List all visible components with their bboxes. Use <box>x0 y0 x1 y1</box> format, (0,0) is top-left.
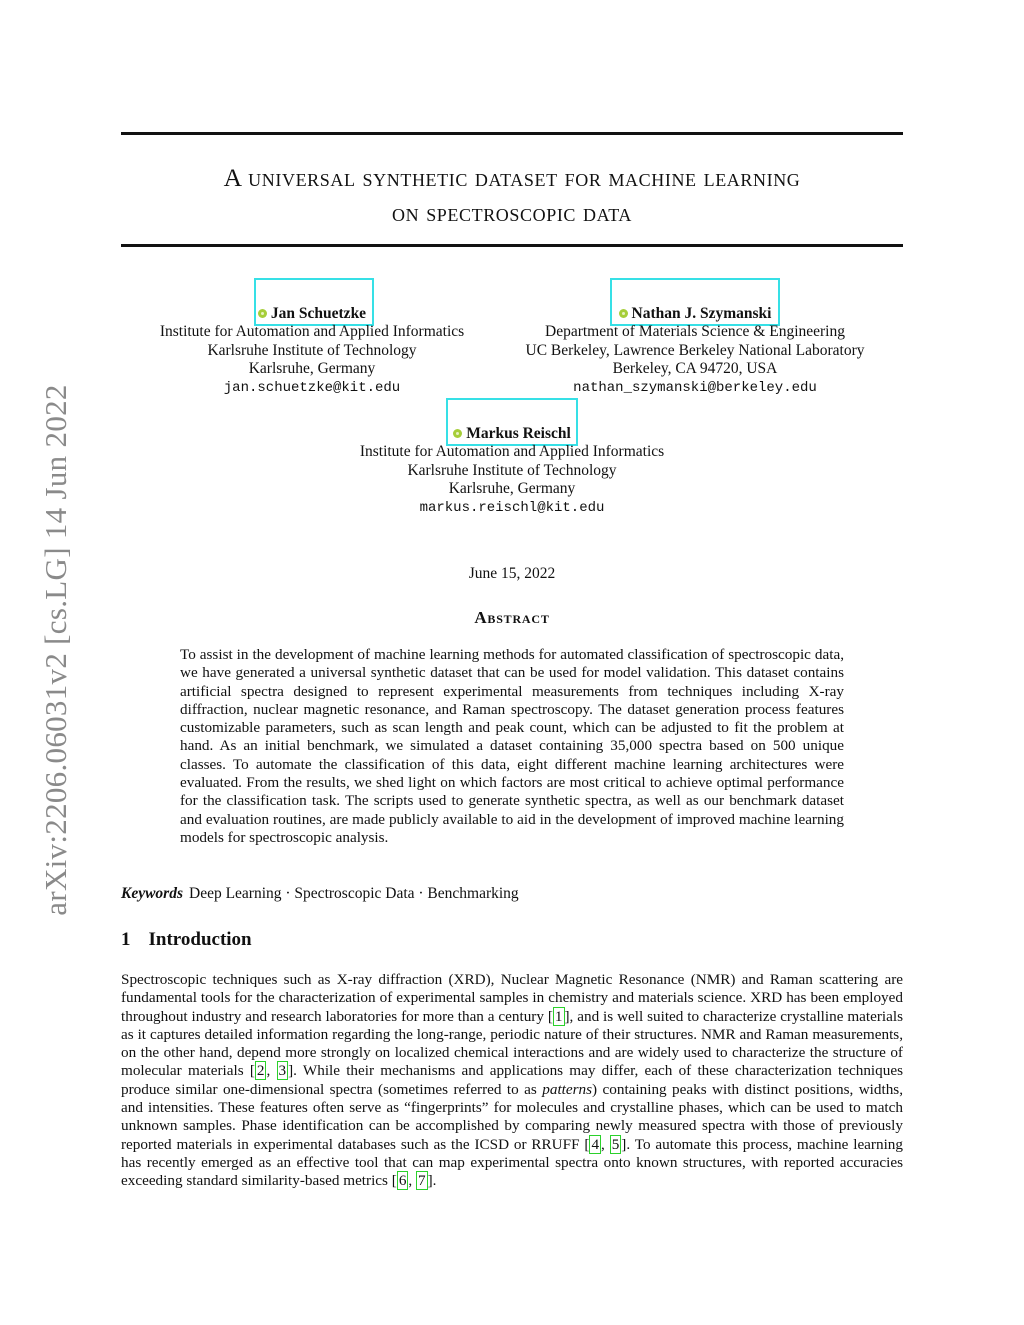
citation-link[interactable]: 2 <box>256 1062 265 1080</box>
orcid-icon[interactable] <box>453 429 462 438</box>
title-top-rule <box>121 132 903 135</box>
citation-link[interactable]: 7 <box>418 1172 426 1190</box>
citation-separator: , <box>601 1135 610 1153</box>
author-affiliation-line: Institute for Automation and Applied Informatics <box>159 323 465 341</box>
section-heading <box>121 929 252 951</box>
citation-link[interactable]: 3 <box>278 1062 287 1080</box>
author-name[interactable]: Markus Reischl <box>466 425 571 442</box>
citation-separator: , <box>266 1062 277 1080</box>
author-block-3 <box>336 425 688 517</box>
author-affiliation-line: Karlsruhe, Germany <box>448 480 576 498</box>
citation-link[interactable]: 1 <box>554 1007 563 1025</box>
author-affiliation-line: Berkeley, CA 94720, USA <box>612 360 778 378</box>
intro-text-segment: ], and is well suited to characterize crystalline materials as it captures detailed information regarding the long-range, periodic nature of their structures. NMR and Raman measurements, on the other hand, depend more strongly on localized chemical interactions and are widely used to characterize the structure of molecular materials [ <box>121 1007 903 1080</box>
author-name-row <box>336 425 688 443</box>
author-name[interactable]: Nathan J. Szymanski <box>631 305 772 322</box>
orcid-icon[interactable] <box>619 309 628 318</box>
author-email[interactable]: markus.reischl@kit.edu <box>419 499 605 516</box>
author-name[interactable]: Jan Schuetzke <box>270 305 367 322</box>
section-number: 1 <box>121 929 131 950</box>
abstract-text: To assist in the development of machine learning methods for automated classification of spectroscopic data, we have generated a universal synthetic dataset that can be used for model validation. This dataset contains artificial spectra designed to represent experimental measurements from techniques including X-ray diffraction, nuclear magnetic resonance, and Raman spectroscopy. The dataset generation process features customizable parameters, such as scan length and peak count, which can be adjusted to fit the problem at hand. As an initial benchmark, we simulated a dataset containing 35,000 spectra based on 500 unique classes. To automate the classification of this data, eight different machine learning architectures were evaluated. From the results, we shed light on which factors are most critical to achieve optimal performance for the classification task. The scripts used to generate synthetic spectra, as well as our benchmark dataset and evaluation routines, are made publicly available to aid in the development of improved machine learning models for spectroscopic analysis. <box>180 646 844 846</box>
author-affiliation-line: Department of Materials Science & Engineering <box>545 323 845 341</box>
keywords-text: Deep Learning · Spectroscopic Data · Benchmarking <box>189 885 519 902</box>
publication-date: June 15, 2022 <box>468 565 556 582</box>
orcid-icon[interactable] <box>258 309 267 318</box>
introduction-paragraph <box>121 971 903 1191</box>
abstract-heading: Abstract <box>474 608 550 627</box>
author-affiliation-line: Institute for Automation and Applied Informatics <box>359 443 665 461</box>
author-name-row <box>141 305 483 323</box>
paper-title-line-1: A universal synthetic dataset for machine learning <box>223 163 801 192</box>
citation-link[interactable]: 4 <box>591 1135 600 1153</box>
intro-text-segment: ]. <box>427 1172 437 1190</box>
author-name-row <box>508 305 882 323</box>
paper-title-line-2: on spectroscopic data <box>392 198 632 227</box>
author-block-1 <box>141 305 483 397</box>
author-affiliation-line: UC Berkeley, Lawrence Berkeley National Laboratory <box>525 341 865 359</box>
arxiv-identifier-stamp: arXiv:2206.06031v2 [cs.LG] 14 Jun 2022 <box>38 384 73 916</box>
keywords-line <box>121 885 903 903</box>
citation-separator: , <box>408 1172 416 1190</box>
author-email[interactable]: nathan_szymanski@berkeley.edu <box>573 379 817 396</box>
citation-link[interactable]: 6 <box>398 1172 407 1190</box>
author-block-2 <box>508 305 882 397</box>
paper-title <box>121 160 903 230</box>
intro-text-segment: ) containing peaks with distinct positions, widths, and intensities. These features often serve as “fingerprints” for molecules and crystalline phases, which can be used to match unknown samples. Phase identification can be accomplished by comparing newly measured spectra with those of previously reported materials in experimental databases such as the ICSD or RRUFF [ <box>121 1080 904 1153</box>
title-bottom-rule <box>121 244 903 247</box>
intro-text-segment: ]. To automate this process, machine learning has recently emerged as an effective tool that can map experimental spectra onto known structures, with reported accuracies exceeding standard similarity-based metrics [ <box>121 1135 903 1190</box>
author-affiliation-line: Karlsruhe, Germany <box>248 360 376 378</box>
intro-text-segment: Spectroscopic techniques such as X-ray diffraction (XRD), Nuclear Magnetic Resonance (NMR) and Raman scattering are fundamental tools for the characterization of experimental samples in chemistry and materials science. XRD has been employed throughout industry and research laboratories for more than a century [ <box>121 971 903 1025</box>
intro-emphasis: patterns <box>542 1080 593 1098</box>
author-affiliation-line: Karlsruhe Institute of Technology <box>407 461 617 479</box>
intro-text-segment: ]. While their mechanisms and applications may differ, each of these characterization techniques produce similar one-dimensional spectra (sometimes referred to as <box>121 1062 903 1098</box>
author-email[interactable]: jan.schuetzke@kit.edu <box>223 379 401 396</box>
section-title: Introduction <box>148 929 252 950</box>
citation-link[interactable]: 5 <box>611 1135 620 1153</box>
keywords-label: Keywords <box>121 885 183 902</box>
author-affiliation-line: Karlsruhe Institute of Technology <box>207 341 417 359</box>
